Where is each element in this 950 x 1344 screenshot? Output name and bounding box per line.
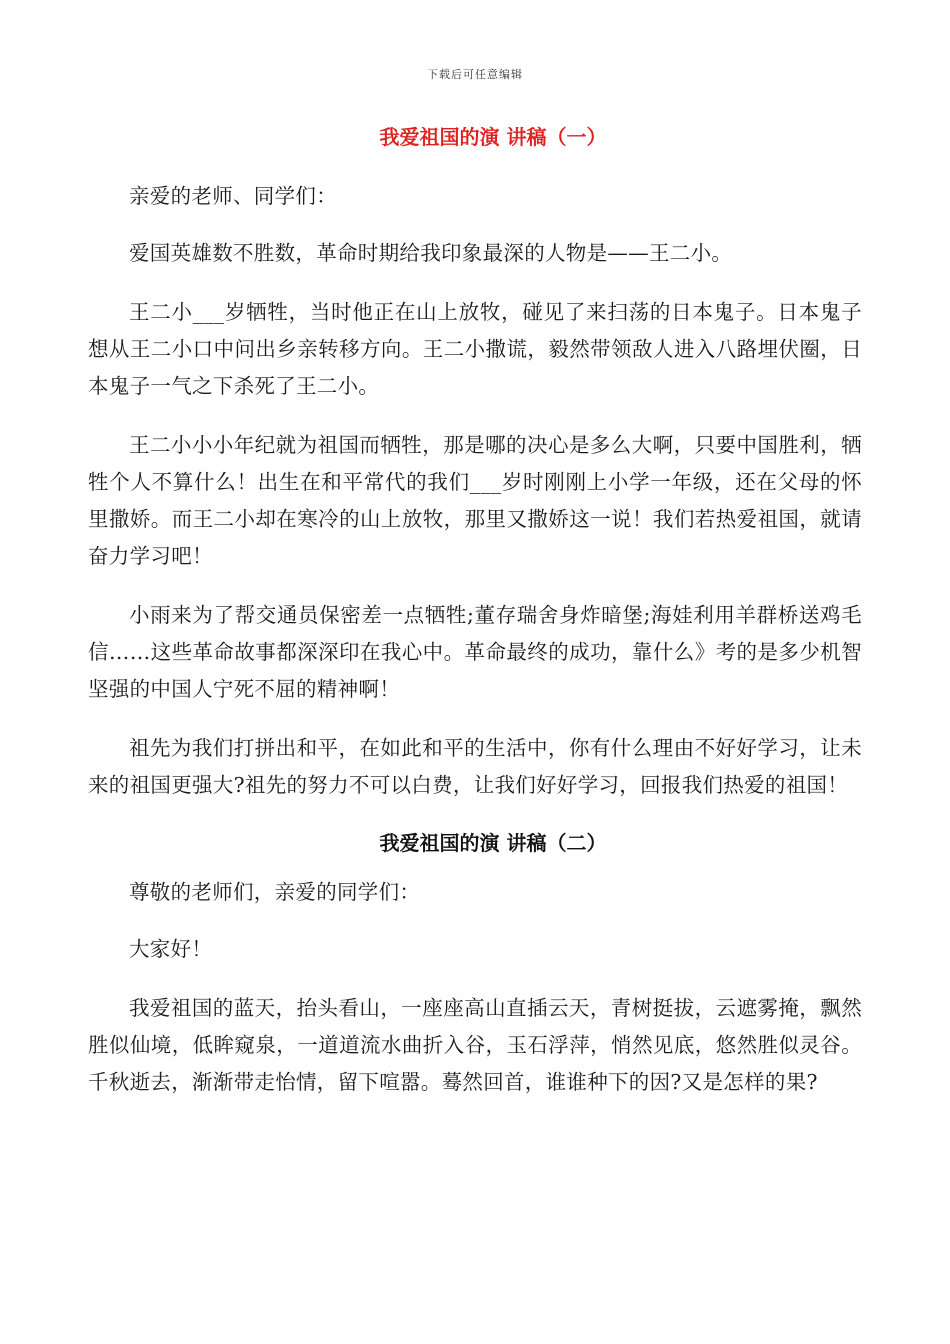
section-1-paragraph: 亲爱的老师、同学们：	[129, 184, 337, 208]
header-note: 下载后可任意编辑	[427, 68, 523, 81]
section-1-paragraph: 祖先为我们打拼出和平，在如此和平的生活中，你有什么理由不好好学习，让未来的祖国更强大?祖先的努力不可以白费，让我们好好学习，回报我们热爱的祖国！	[88, 736, 862, 797]
section-1-paragraph: 王二小___岁牺牲，当时他正在山上放牧，碰见了来扫荡的日本鬼子。日本鬼子想从王二小口中问出乡亲转移方向。王二小撒谎，毅然带领敌人进入八路埋伏圈，日本鬼子一气之下杀死了王二小。	[88, 300, 862, 398]
section-1-paragraph: 爱国英雄数不胜数，革命时期给我印象最深的人物是——王二小。	[129, 241, 733, 265]
section-2-paragraph: 大家好！	[129, 937, 213, 961]
section-2-paragraph: 尊敬的老师们，亲爱的同学们：	[129, 880, 421, 904]
section-1-paragraph: 小雨来为了帮交通员保密差一点牺牲;董存瑞舍身炸暗堡;海娃利用羊群桥送鸡毛信……这些革命故事都深深印在我心中。革命最终的成功，靠什么》考的是多少机智坚强的中国人宁死不屈的精神啊！	[88, 603, 862, 701]
section-2-title: 我爱祖国的演 讲稿（二）	[379, 831, 607, 855]
section-1-title: 我爱祖国的演 讲稿（一）	[379, 125, 607, 149]
section-2-paragraph: 我爱祖国的蓝天，抬头看山，一座座高山直插云天，青树挺拔，云遮雾掩，飘然胜似仙境，低眸窥泉，一道道流水曲折入谷，玉石浮萍，悄然见底，悠然胜似灵谷。千秋逝去，渐渐带走怡情，留下喧嚣。蓦然回首，谁谁种下的因?又是怎样的果?	[88, 996, 862, 1094]
section-1-paragraph: 王二小小小年纪就为祖国而牺牲，那是哪的决心是多么大啊，只要中国胜利，牺牲个人不算什么！出生在和平常代的我们___岁时刚刚上小学一年级，还在父母的怀里撒娇。而王二小却在寒冷的山上放牧，那里又撒娇这一说！我们若热爱祖国，就请奋力学习吧！	[88, 433, 862, 568]
document-body	[88, 120, 862, 1123]
